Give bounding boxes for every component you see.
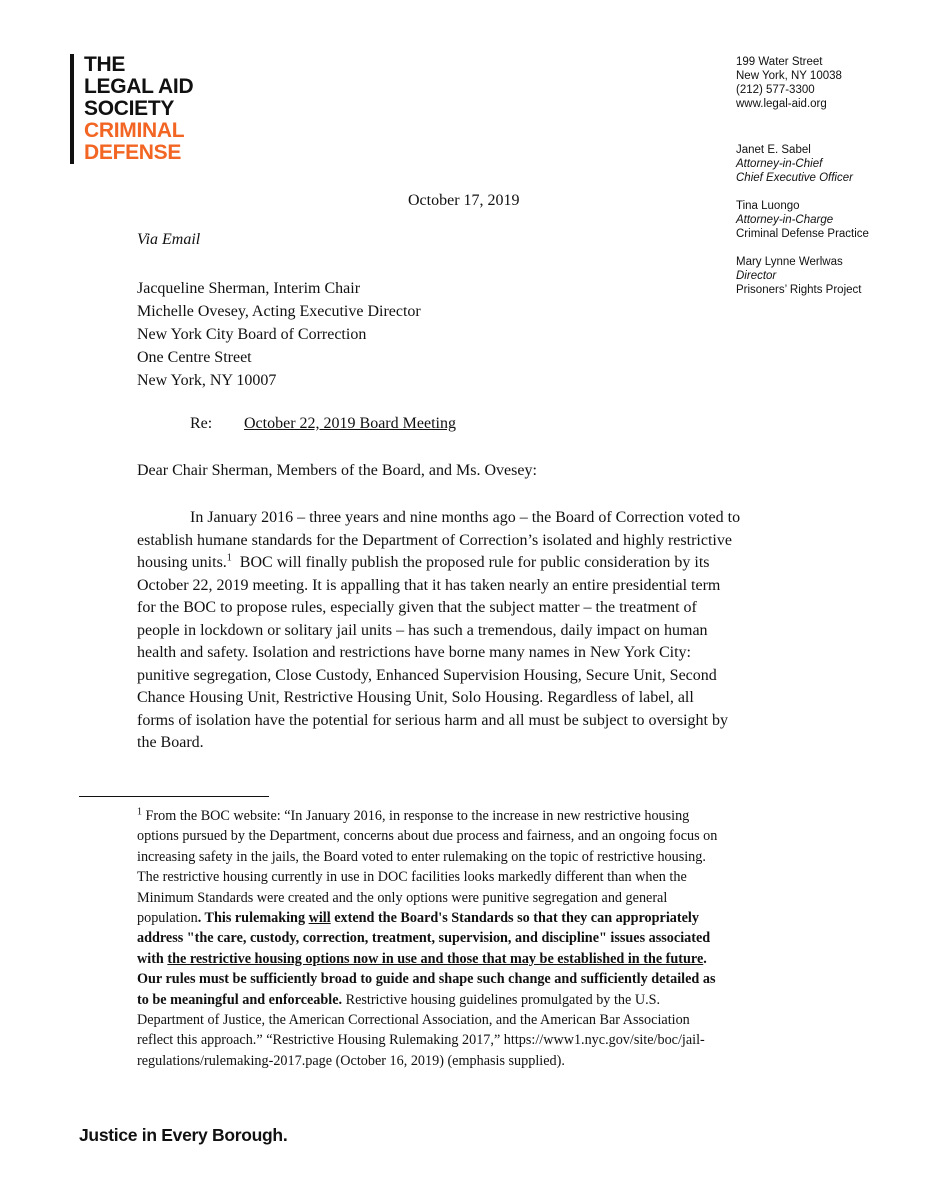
address-street: 199 Water Street xyxy=(736,56,823,68)
staff-title: Attorney-in-Chief xyxy=(736,158,823,170)
delivery-method: Via Email xyxy=(137,231,201,248)
paragraph-line: In January 2016 – three years and nine months ago – the Board of Correction voted to xyxy=(190,509,741,526)
footnote-line xyxy=(137,949,827,969)
footnote-line: increasing safety in the jails, the Board voted to enter rulemaking on the topic of restrictive housing. xyxy=(137,848,706,865)
staff-department: Prisoners’ Rights Project xyxy=(736,284,862,296)
re-label: Re: xyxy=(190,415,213,432)
addressee-line: Jacqueline Sherman, Interim Chair xyxy=(137,280,361,297)
paragraph-line: for the BOC to propose rules, especially given that the subject matter – the treatment of xyxy=(137,599,697,616)
footnote-number: 1 xyxy=(137,806,142,818)
footnote-line: regulations/rulemaking-2017.page (October 16, 2019) (emphasis supplied). xyxy=(137,1052,565,1069)
staff-title: Chief Executive Officer xyxy=(736,172,853,184)
addressee-line: Michelle Ovesey, Acting Executive Director xyxy=(137,303,421,320)
footer-tagline: Justice in Every Borough. xyxy=(79,1125,288,1145)
paragraph-line: the Board. xyxy=(137,734,204,751)
staff-title: Director xyxy=(736,270,777,282)
paragraph-line: October 22, 2019 meeting. It is appalling that it has taken nearly an entire presidential term xyxy=(137,576,721,594)
footnote-line: address "the care, custody, correction, treatment, supervision, and discipline" issues associated xyxy=(137,930,711,947)
paragraph-text: BOC will finally publish the proposed rule for public consideration by its xyxy=(239,554,710,571)
address-website[interactable]: www.legal-aid.org xyxy=(736,98,827,110)
staff-name: Tina Luongo xyxy=(736,200,800,212)
footnote-line: The restrictive housing currently in use in DOC facilities looks markedly different than when the xyxy=(137,869,687,886)
footnote-text: From the BOC website: “In January 2016, in response to the increase in new restrictive housing xyxy=(145,808,690,824)
paragraph-line: Chance Housing Unit, Restrictive Housing Unit, Solo Housing. Regardless of label, all xyxy=(137,689,694,706)
footnote-text: population xyxy=(137,910,198,927)
staff-entry xyxy=(736,199,921,241)
paragraph-line: health and safety. Isolation and restrictions have borne many names in New York City: xyxy=(137,644,691,661)
address-city: New York, NY 10038 xyxy=(736,70,842,82)
footnote-line: reflect this approach.” “Restrictive Housing Rulemaking 2017,” https://www1.nyc.gov/site/boc/jail- xyxy=(137,1032,705,1049)
address-phone: (212) 577-3300 xyxy=(736,84,815,96)
footnote-emphasis: will xyxy=(308,910,331,927)
addressee-block xyxy=(137,277,421,392)
salutation: Dear Chair Sherman, Members of the Board, and Ms. Ovesey: xyxy=(137,462,537,479)
footnote-line xyxy=(137,908,827,928)
footnote-bold-text: to be meaningful and enforceable. xyxy=(137,991,343,1008)
logo-line-1: THE xyxy=(84,53,126,76)
addressee-line: New York, NY 10007 xyxy=(137,372,277,389)
footnote-reference[interactable]: 1 xyxy=(226,552,232,564)
body-paragraph xyxy=(137,507,827,755)
paragraph-line: punitive segregation, Close Custody, Enhanced Supervision Housing, Secure Unit, Second xyxy=(137,666,717,684)
footnote-line: Our rules must be sufficiently broad to guide and shape such change and sufficiently detailed as xyxy=(137,971,716,988)
footnote-text: Restrictive housing guidelines promulgated by the U.S. xyxy=(342,991,661,1008)
legal-aid-logo xyxy=(70,54,193,164)
letterhead-right-column xyxy=(736,55,921,311)
footnote-line xyxy=(137,806,827,826)
footnote-bold-text: . xyxy=(703,950,707,967)
footnote-bold-text: . This rulemaking xyxy=(197,910,309,927)
logo-line-2: LEGAL AID xyxy=(84,75,194,98)
re-subject: October 22, 2019 Board Meeting xyxy=(244,415,456,432)
footnote-separator xyxy=(79,796,269,797)
footnote-line xyxy=(137,990,827,1010)
staff-department: Criminal Defense Practice xyxy=(736,228,869,240)
footnote-line: options pursued by the Department, concerns about due process and fairness, and an ongoing focus on xyxy=(137,828,718,845)
logo-line-5: DEFENSE xyxy=(84,141,182,164)
addressee-line: New York City Board of Correction xyxy=(137,326,367,343)
footnote-line: Department of Justice, the American Correctional Association, and the American Bar Association xyxy=(137,1012,690,1029)
staff-name: Janet E. Sabel xyxy=(736,144,811,156)
staff-entry xyxy=(736,143,921,185)
staff-name: Mary Lynne Werlwas xyxy=(736,256,843,268)
footnote-bold-text: extend the Board's Standards so that they can appropriately xyxy=(330,910,699,927)
staff-title: Attorney-in-Charge xyxy=(736,214,834,226)
organization-address xyxy=(736,55,921,111)
logo-line-3: SOCIETY xyxy=(84,97,175,120)
staff-entry xyxy=(736,255,921,297)
footnote-emphasis: the restrictive housing options now in use and those that may be established in the future xyxy=(167,950,704,967)
paragraph-line: forms of isolation have the potential for serious harm and all must be subject to oversight by xyxy=(137,711,728,729)
paragraph-line: establish humane standards for the Department of Correction’s isolated and highly restrictive xyxy=(137,531,732,549)
letter-date: October 17, 2019 xyxy=(408,192,520,209)
paragraph-line xyxy=(137,552,827,575)
footnote-line: Minimum Standards were created and the only options were punitive segregation and general xyxy=(137,889,668,906)
addressee-line: One Centre Street xyxy=(137,349,252,366)
paragraph-text: housing units. xyxy=(137,554,227,571)
footnote xyxy=(137,806,827,1071)
paragraph-line: people in lockdown or solitary jail units – has such a tremendous, daily impact on human xyxy=(137,621,708,639)
logo-line-4: CRIMINAL xyxy=(84,119,185,142)
footnote-bold-text: with xyxy=(137,950,168,967)
